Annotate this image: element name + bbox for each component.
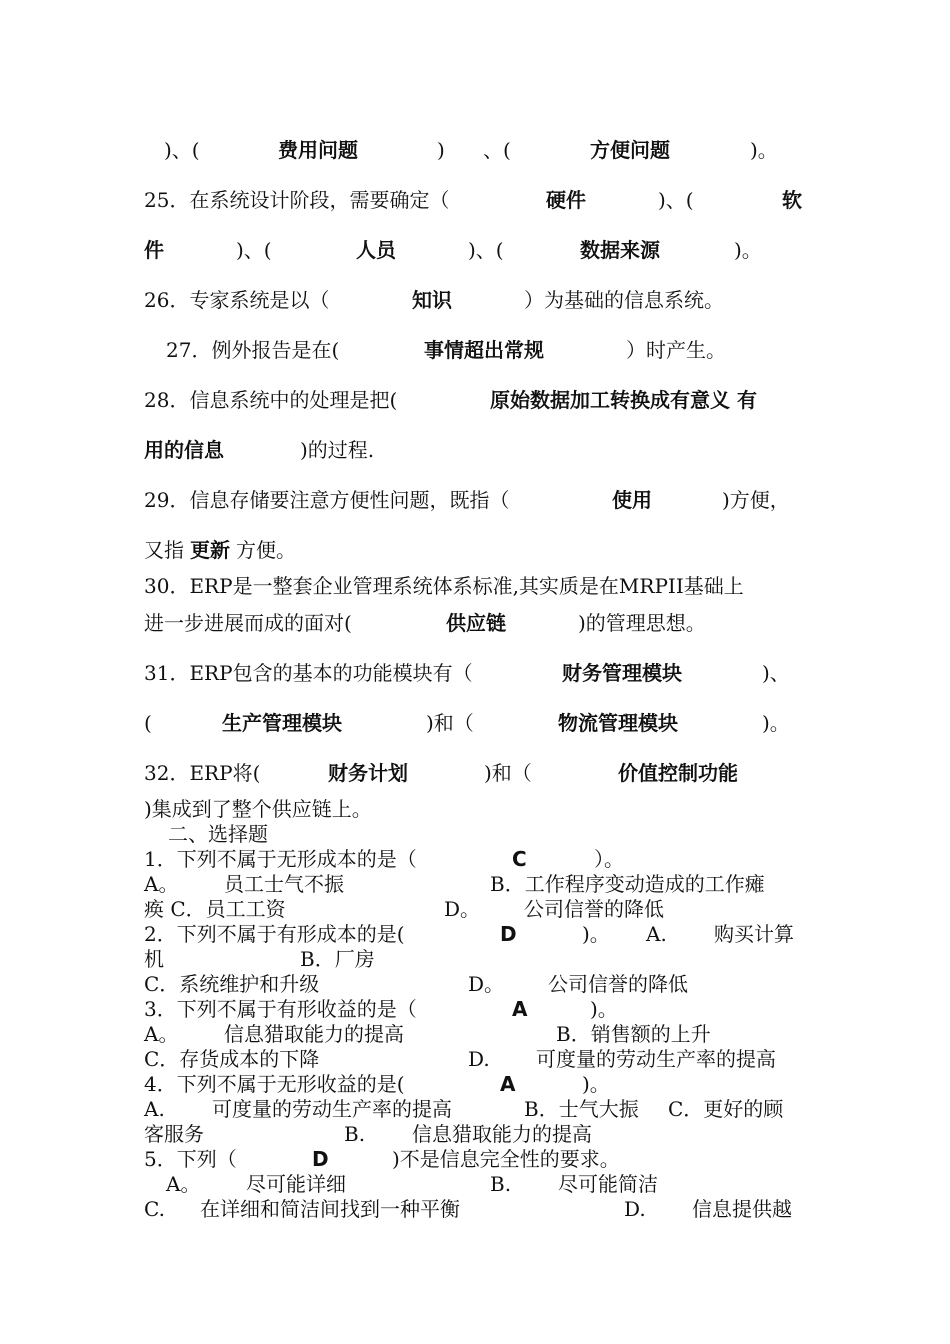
option-label: A. — [144, 1097, 165, 1121]
text-fragment: )、( — [236, 238, 272, 262]
option-label: D. — [468, 1047, 490, 1071]
option-text: 购买计算 — [714, 922, 794, 946]
answer-text: 更新 — [190, 538, 230, 562]
text-fragment: )方便， — [722, 488, 790, 512]
answer-text: A — [500, 1072, 516, 1096]
text-fragment: )集成到了整个供应链上。 — [144, 797, 372, 821]
question-text: 30．ERP是一整套企业管理系统体系标准,其实质是在MRPII基础上 — [144, 574, 744, 598]
option-text: B．士气大振 — [524, 1097, 639, 1121]
text-fragment: 方便。 — [236, 538, 296, 562]
question-text: 27．例外报告是在( — [166, 338, 340, 362]
option-label: A。 — [166, 1172, 201, 1196]
text-fragment: )和（ — [426, 711, 474, 735]
section-heading: 二、选择题 — [168, 822, 268, 846]
option-text: 尽可能详细 — [246, 1172, 346, 1196]
text-fragment: )。 — [734, 238, 762, 262]
text-fragment: )的过程. — [300, 438, 375, 462]
option-text: B．工作程序变动造成的工作瘫 — [490, 872, 765, 896]
text-fragment: )、( — [468, 238, 504, 262]
option-label: D。 — [444, 897, 481, 921]
text-fragment: )、 — [762, 661, 790, 685]
option-label: D. — [624, 1197, 646, 1221]
answer-text: C — [512, 847, 527, 871]
answer-text: 费用问题 — [278, 138, 358, 162]
option-text: 在详细和简洁间找到一种平衡 — [200, 1197, 460, 1221]
answer-text: 物流管理模块 — [558, 711, 678, 735]
option-label: B. — [490, 1172, 512, 1196]
answer-text: D — [312, 1147, 329, 1171]
option-label: A。 — [144, 1022, 179, 1046]
option-text: 机 — [144, 947, 164, 971]
question-text: 29．信息存储要注意方便性问题，既指（ — [144, 488, 510, 512]
option-text: 公司信誉的降低 — [524, 897, 664, 921]
text-fragment: ( — [144, 711, 152, 735]
answer-text: 事情超出常规 — [424, 338, 544, 362]
text-fragment: 进一步进展而成的面对( — [144, 611, 352, 635]
question-text: 2．下列不属于有形成本的是( — [144, 922, 405, 946]
option-text: C．系统维护和升级 — [144, 972, 320, 996]
option-text: 痪 C．员工工资 — [144, 897, 286, 921]
answer-text: 生产管理模块 — [222, 711, 342, 735]
option-text: 可度量的劳动生产率的提高 — [212, 1097, 452, 1121]
text-fragment: )。 — [582, 1072, 610, 1096]
question-text: 26．专家系统是以（ — [144, 288, 330, 312]
answer-text: 用的信息 — [144, 438, 224, 462]
option-label: D。 — [468, 972, 505, 996]
text-fragment: )。 — [762, 711, 790, 735]
option-label: A。 — [144, 872, 179, 896]
answer-text: 价值控制功能 — [618, 761, 738, 785]
answer-text: 方便问题 — [590, 138, 670, 162]
question-text: 32．ERP将( — [144, 761, 261, 785]
option-text: C．存货成本的下降 — [144, 1047, 320, 1071]
answer-text: 供应链 — [446, 611, 506, 635]
question-text: 3．下列不属于有形收益的是（ — [144, 997, 417, 1021]
option-text: 信息猎取能力的提高 — [412, 1122, 592, 1146]
text-fragment: )和（ — [484, 761, 532, 785]
option-text: B．厂房 — [300, 947, 375, 971]
question-text: 25．在系统设计阶段，需要确定（ — [144, 188, 450, 212]
answer-text: 硬件 — [546, 188, 586, 212]
option-text: 可度量的劳动生产率的提高 — [536, 1047, 776, 1071]
option-text: 尽可能简洁 — [558, 1172, 658, 1196]
answer-text: 财务计划 — [328, 761, 408, 785]
text-fragment: )、( — [164, 138, 200, 162]
answer-text: A — [512, 997, 528, 1021]
answer-text: 件 — [144, 238, 164, 262]
question-text: 31．ERP包含的基本的功能模块有（ — [144, 661, 473, 685]
answer-text: D — [500, 922, 517, 946]
question-text: 1．下列不属于无形成本的是（ — [144, 847, 417, 871]
text-fragment: )的管理思想。 — [578, 611, 706, 635]
option-label: A. — [646, 922, 667, 946]
text-fragment: )不是信息完全性的要求。 — [392, 1147, 620, 1171]
question-text: 28．信息系统中的处理是把( — [144, 388, 398, 412]
answer-text: 软 — [782, 188, 802, 212]
question-text: 5．下列（ — [144, 1147, 237, 1171]
text-fragment: )、( — [658, 188, 694, 212]
text-fragment: )。 — [750, 138, 778, 162]
option-text: 信息猎取能力的提高 — [224, 1022, 404, 1046]
answer-text: 知识 — [412, 288, 452, 312]
text-fragment: 、( — [483, 138, 511, 162]
option-text: C．更好的顾 — [668, 1097, 784, 1121]
text-fragment: )。 — [590, 997, 618, 1021]
text-fragment: ）时产生。 — [626, 338, 726, 362]
option-text: 公司信誉的降低 — [548, 972, 688, 996]
option-text: 员工士气不振 — [224, 872, 344, 896]
option-label: C. — [144, 1197, 165, 1221]
text-fragment: ）为基础的信息系统。 — [524, 288, 724, 312]
answer-text: 数据来源 — [580, 238, 660, 262]
text-fragment: ）。 — [594, 847, 624, 871]
option-text: 客服务 — [144, 1122, 204, 1146]
text-fragment: ) — [437, 138, 445, 162]
text-fragment: )。 — [582, 922, 610, 946]
answer-text: 使用 — [612, 488, 652, 512]
question-text: 4．下列不属于无形收益的是( — [144, 1072, 405, 1096]
answer-text: 人员 — [356, 238, 396, 262]
text-fragment: 又指 — [144, 538, 184, 562]
answer-text: 原始数据加工转换成有意义 有 — [490, 388, 757, 412]
option-label: B. — [344, 1122, 366, 1146]
option-text: B．销售额的上升 — [556, 1022, 711, 1046]
option-text: 信息提供越 — [692, 1197, 792, 1221]
answer-text: 财务管理模块 — [562, 661, 682, 685]
